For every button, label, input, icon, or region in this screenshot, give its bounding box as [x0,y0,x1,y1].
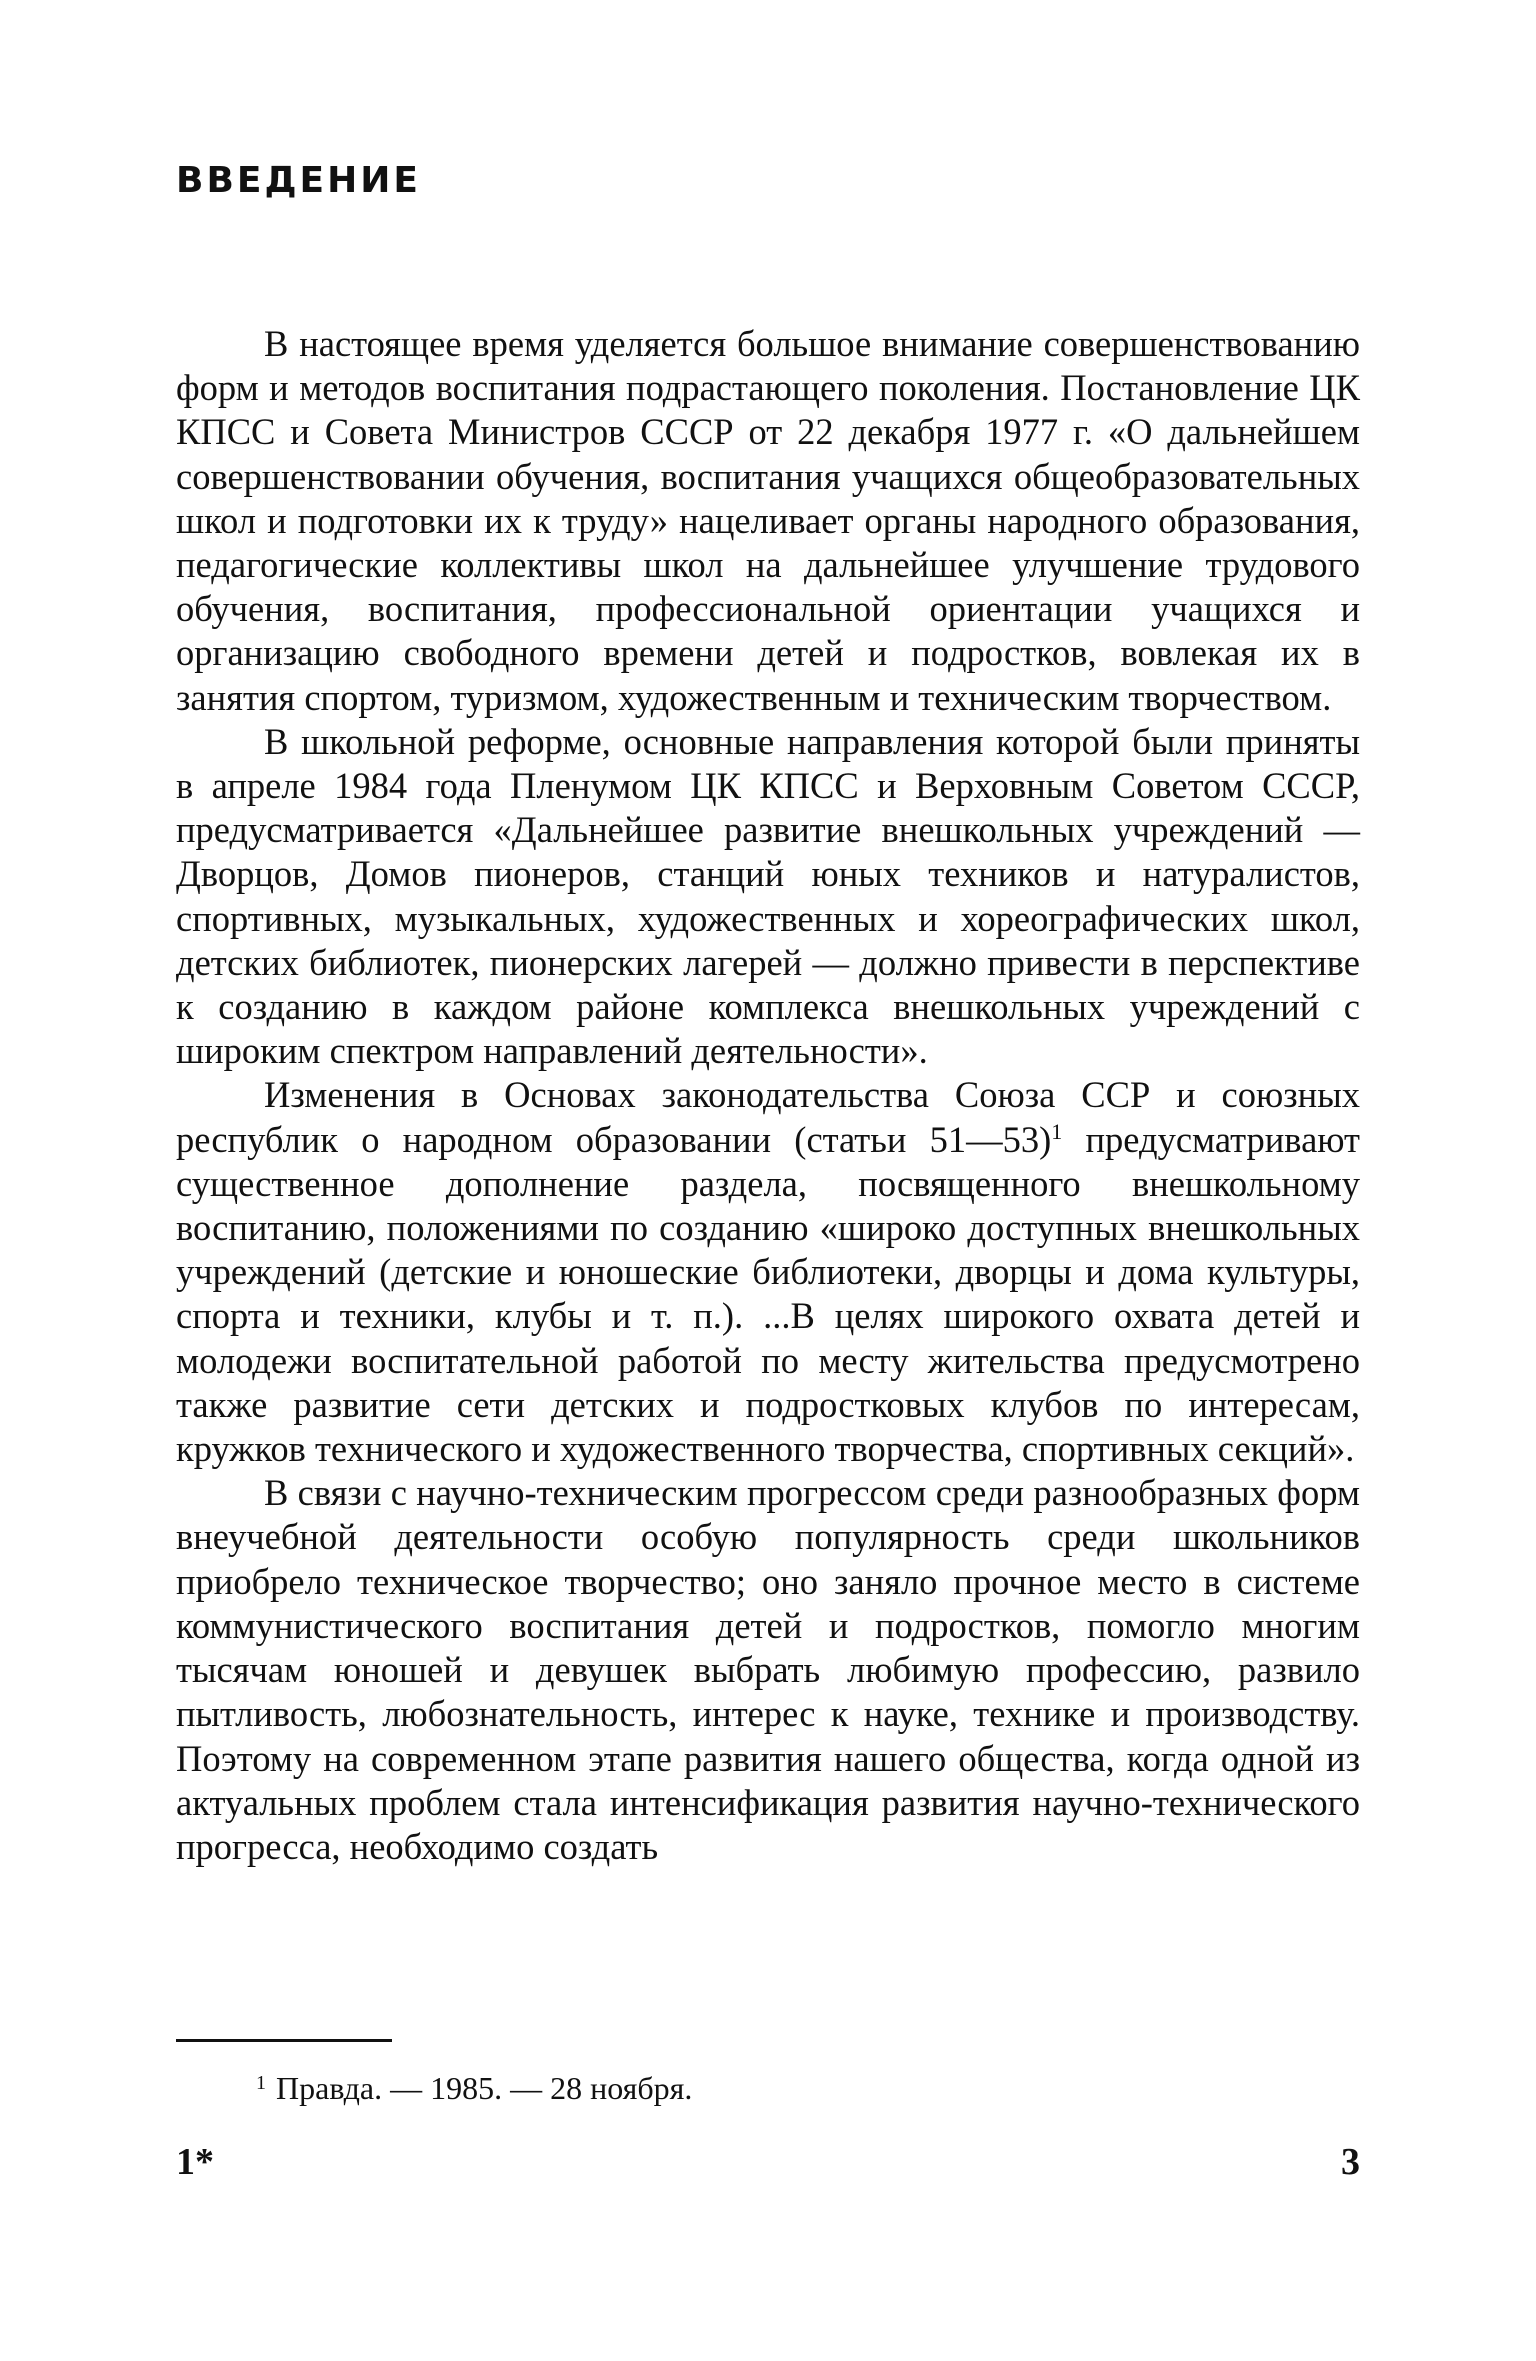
footnote-marker: 1 [256,2072,266,2094]
footnote-reference[interactable]: 1 [1051,1118,1063,1144]
book-page [176,0,1360,2361]
footnote [256,2063,692,2108]
signature-mark: 1* [176,2141,214,2183]
paragraph-1: В настоящее время уделяется большое внимание совершенствованию форм и методов воспитания подрастающего поколения. Постановление ЦК КПСС и Совета Министров СССР от 22 декабря 1977 г. «О дальнейшем совершенствовании обучения, воспитания учащихся общеобразовательных школ и подготовки их к труду» нацеливает органы народного образования, педагогические коллективы школ на дальнейшее улучшение трудового обучения, воспитания, профессиональной ориентации учащихся и организацию свободного времени детей и подростков, вовлекая их в занятия спортом, туризмом, художественным и техническим творчеством. [176,323,1360,718]
paragraph-3-before: Изменения в Основах законодательства Союза ССР и союзных республик о народном образовании (статьи 51—53) [176,1074,1360,1160]
paragraph-4: В связи с научно-техническим прогрессом среди разнообразных форм внеучебной деятельности особую популярность среди школьников приобрело техническое творчество; оно заняло прочное место в системе коммунистического воспитания детей и подростков, помогло многим тысячам юношей и девушек выбрать любимую профессию, развило пытливость, любознательность, интерес к науке, технике и производству. Поэтому на современном этапе развития нашего общества, когда одной из актуальных проблем стала интенсификация развития научно-технического прогресса, необходимо создать [176,1472,1360,1867]
page-number: 3 [1341,2141,1360,2183]
footnote-divider [176,2039,392,2042]
paragraph-3 [176,1073,1360,1471]
body-text [176,322,1360,1869]
footnote-text: Правда. — 1985. — 28 ноября. [276,2070,693,2106]
chapter-heading: ВВЕДЕНИЕ [176,160,421,201]
paragraph-2: В школьной реформе, основные направления которой были приняты в апреле 1984 года Пленумом ЦК КПСС и Верховным Советом СССР, предусматривается «Дальнейшее развитие внешкольных учреждений — Дворцов, Домов пионеров, станций юных техников и натуралистов, спортивных, музыкальных, художественных и хореографических школ, детских библиотек, пионерских лагерей — должно привести в перспективе к созданию в каждом районе комплекса внешкольных учреждений с широким спектром направлений деятельности». [176,720,1360,1072]
paragraph-3-after: предусматривают существенное дополнение раздела, посвященного внешкольному воспитанию, положениями по созданию «широко доступных внешкольных учреждений (детские и юношеские библиотеки, дворцы и дома культуры, спорта и техники, клубы и т. п.). ...В целях широкого охвата детей и молодежи воспитательной работой по месту жительства предусмотрено также развитие сети детских и подростковых клубов по интересам, кружков технического и художественного творчества, спортивных секций». [176,1118,1361,1470]
